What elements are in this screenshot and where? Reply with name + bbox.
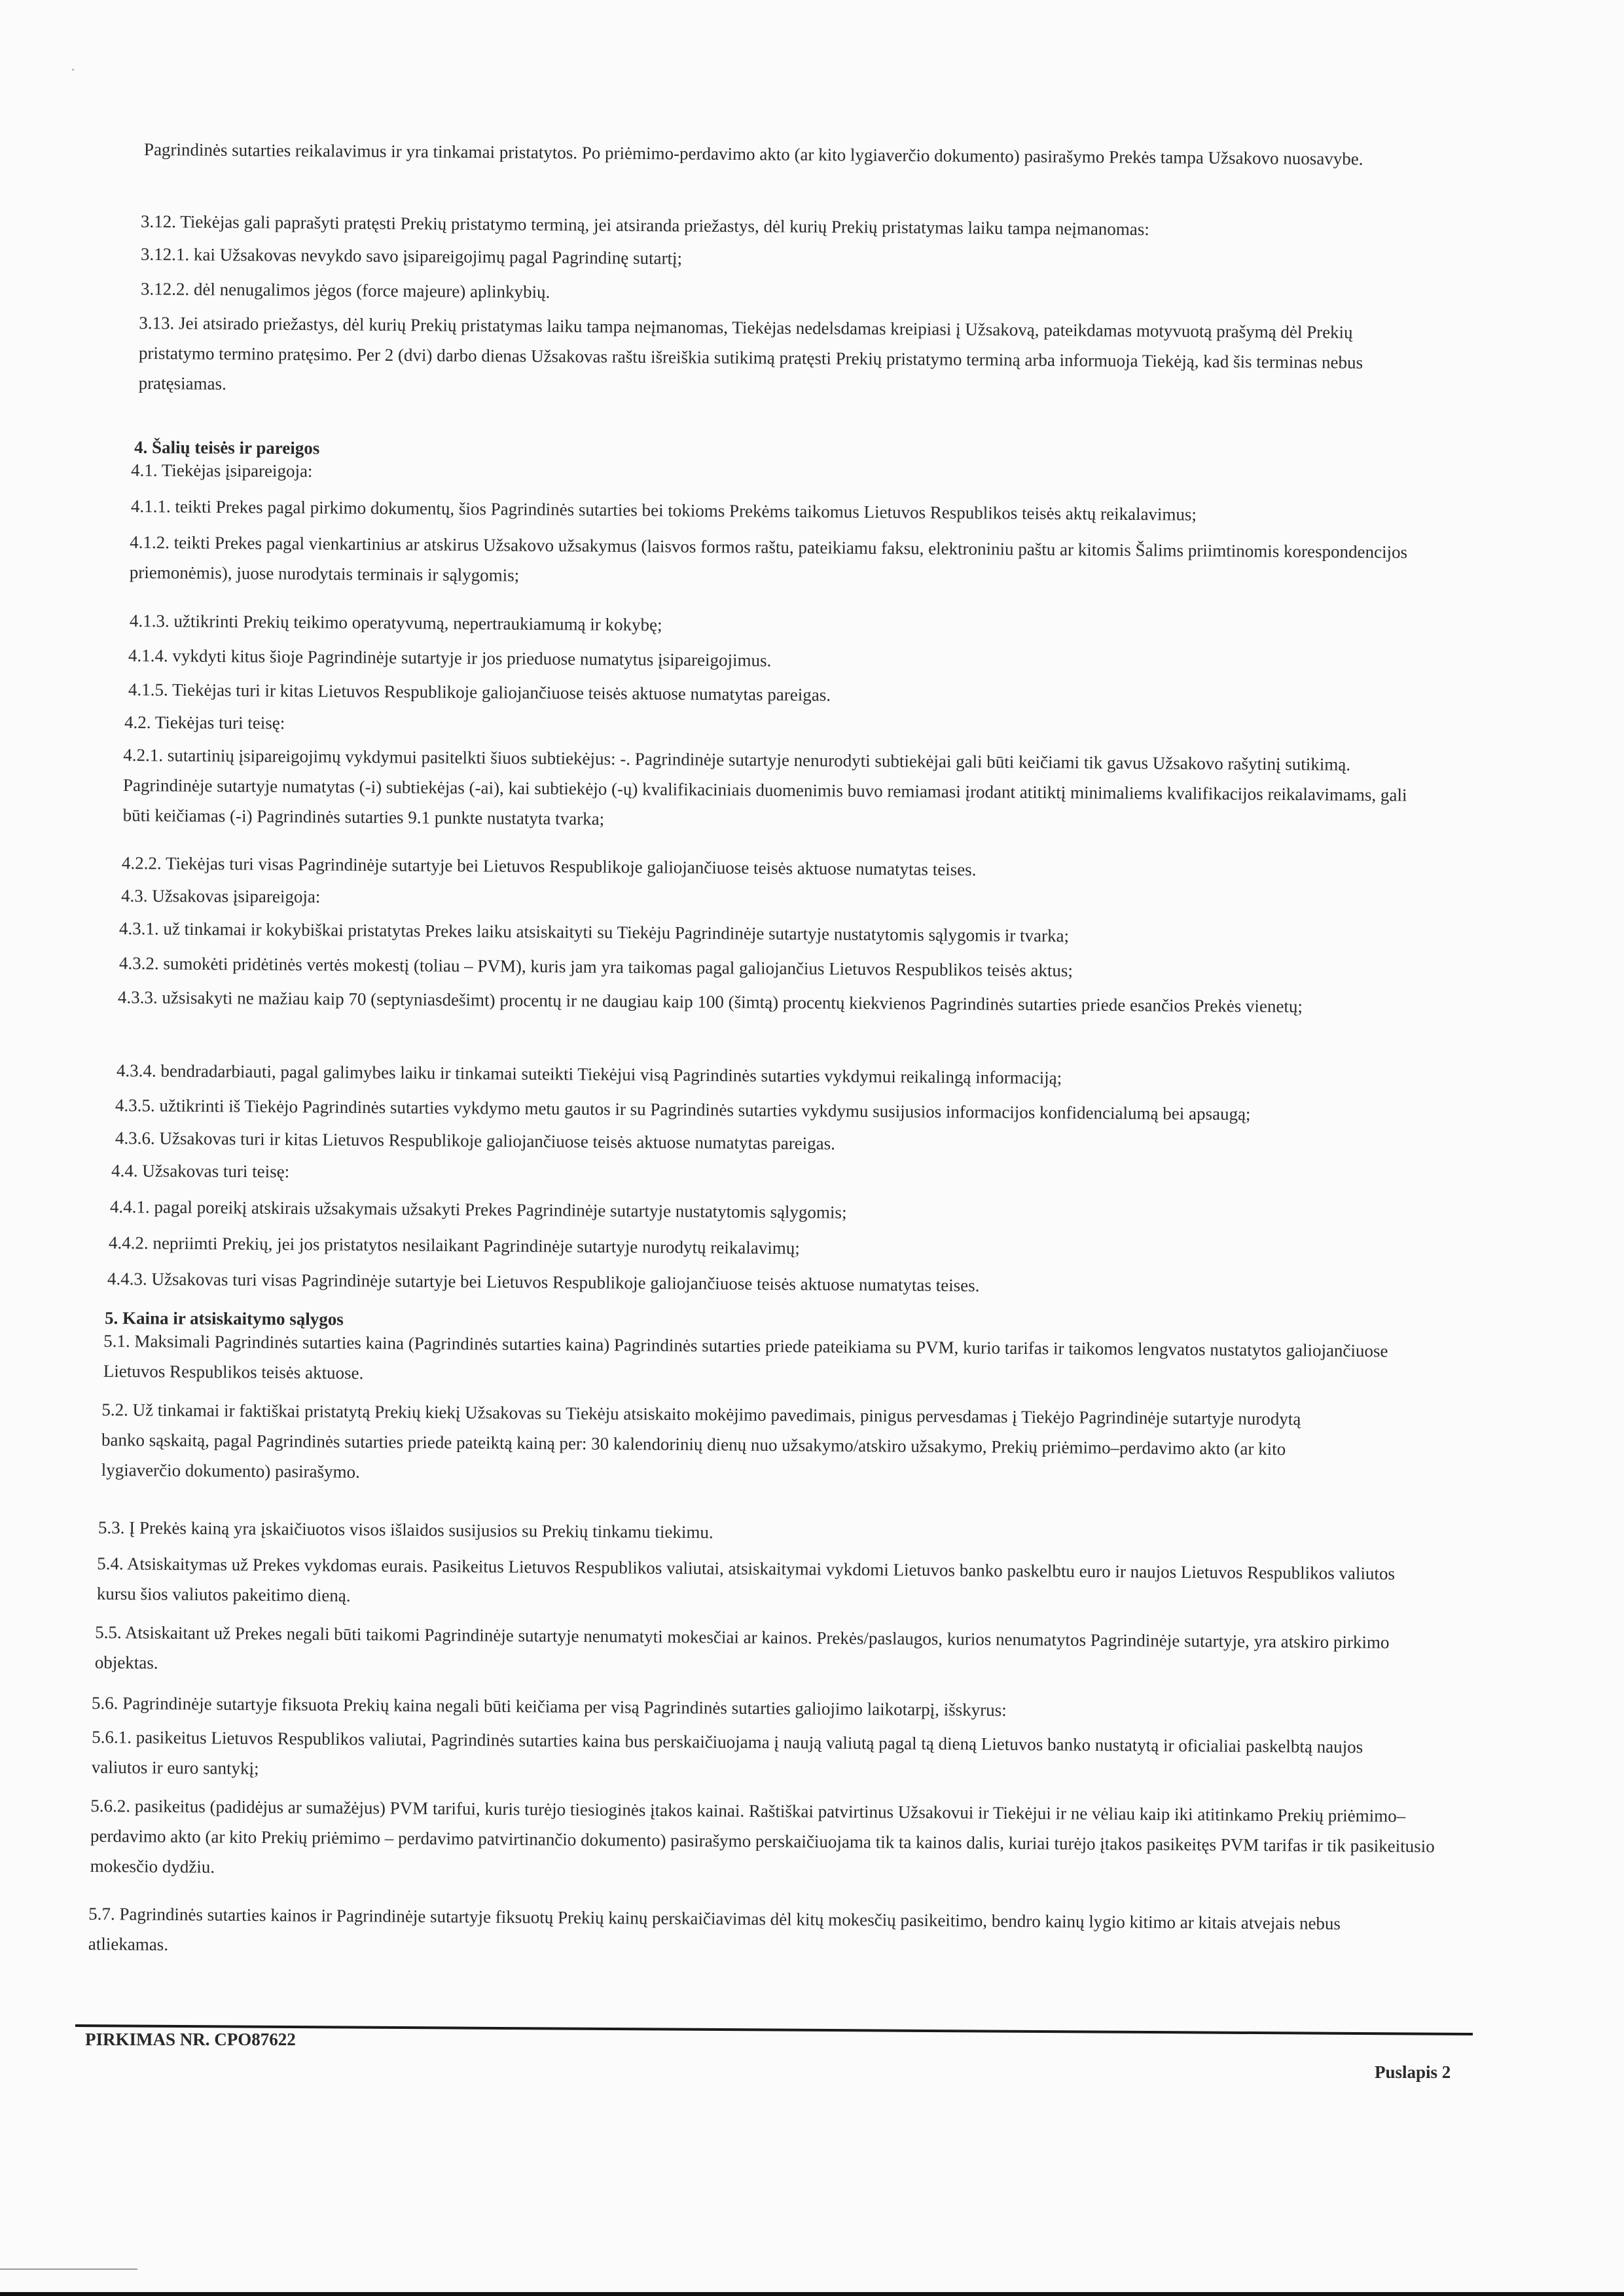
paragraph-5-4: 5.4. Atsiskaitymas už Prekes vykdomas eurais. Pasikeitus Lietuvos Respublikos valiutai, atsiskaitymai vykdomi Lietuvos banko paskelbtu euro ir naujos Lietuvos Respublikos valiutos kursu šios valiutos pakeitimo dieną. [96, 1554, 1396, 1606]
paragraph-4-1-3: 4.1.3. užtikrinti Prekių teikimo operatyvumą, nepertraukiamumą ir kokybę; [129, 611, 662, 635]
paragraph-4-1: 4.1. Tiekėjas įsipareigoja: [130, 460, 313, 481]
heading-section-5: 5. Kaina ir atsiskaitymo sąlygos [104, 1308, 344, 1329]
paragraph-5-5: 5.5. Atsiskaitant už Prekes negali būti taikomi Pagrindinėje sutartyje nenumatyti mokesčiai ar kainos. Prekės/paslaugos, kurios nenumatytos Pagrindinėje sutartyje, yra atskiro pirkimo objektas. [94, 1622, 1390, 1673]
paragraph-4-1-5: 4.1.5. Tiekėjas turi ir kitas Lietuvos Respublikoje galiojančiuose teisės aktuose numatytas pareigas. [128, 680, 831, 705]
paragraph-4-2-1: 4.2.1. sutartinių įsipareigojimų vykdymui pasitelkti šiuos subtiekėjus: -. Pagrindinėje sutartyje nenurodyti subtiekėjai gali būti keičiami tik gavus Užsakovo rašytinį sutikimą. Pagrindinėje sutartyje numatytas (-i) subtiekėjas (-ai), kai subtiekėjo (-ų) kvalifikaciniais duomenimis buvo remiamasi įrodant atitiktį minimaliems kvalifikacijos reikalavimams, gali būti keičiamas (-i) Pagrindinės sutarties 9.1 punkte nustatyta tvarka; [122, 745, 1407, 829]
paragraph-5-6-2: 5.6.2. pasikeitus (padidėjus ar sumažėjus) PVM tarifui, kuris turėjo tiesioginės įtakos kainai. Raštiškai patvirtinus Užsakovui ir Tiekėjui ir ne vėliau kaip iki atitinkamo Prekių priėmimo–perdavimo akto (ar kito Prekių priėmimo – perdavimo patvirtinančio dokumento) pasirašymo perskaičiuojama tik ta kainos dalis, kuriai turėjo įtakos pasikeitęs PVM tarifas ir tik pasikeitusio mokesčio dydžiu. [90, 1796, 1435, 1877]
paragraph-4-3-4: 4.3.4. bendradarbiauti, pagal galimybes laiku ir tinkamai suteikti Tiekėjui visą Pagrindinės sutarties vykdymui reikalingą informaciją; [116, 1061, 1062, 1088]
paragraph-5-6: 5.6. Pagrindinėje sutartyje fiksuota Prekių kaina negali būti keičiama per visą Pagrindinės sutarties galiojimo laikotarpį, išskyrus: [91, 1693, 1007, 1720]
paragraph-3-13: 3.13. Jei atsirado priežastys, dėl kurių Prekių pristatymas laiku tampa neįmanomas, Tiekėjas nedelsdamas kreipiasi į Užsakovą, pateikdamas motyvuotą prašymą dėl Prekių pristatymo termino pratęsimo. Per 2 (dvi) darbo dienas Užsakovas raštu išreiškia sutikimą pratęsti Prekių pristatymo terminą arba informuoja Tiekėją, kad šis terminas nebus pratęsiamas. [138, 313, 1363, 394]
paragraph-4-1-4: 4.1.4. vykdyti kitus šioje Pagrindinėje sutartyje ir jos prieduose numatytus įsipareigojimus. [128, 646, 772, 670]
paragraph-4-1-1: 4.1.1. teikti Prekes pagal pirkimo dokumentų, šios Pagrindinės sutarties bei tokioms Prekėms taikomus Lietuvos Respublikos teisės aktų reikalavimus; [130, 496, 1197, 524]
paragraph-5-3: 5.3. Į Prekės kainą yra įskaičiuotos visos išlaidos susijusios su Prekių tinkamu tiekimu. [98, 1518, 713, 1542]
paragraph-4-2: 4.2. Tiekėjas turi teisę: [124, 712, 285, 733]
scan-bottom-border [0, 2292, 1624, 2296]
paragraph-3-12: 3.12. Tiekėjas gali paprašyti pratęsti Prekių pristatymo terminą, jei atsiranda priežastys, dėl kurių Prekių pristatymas laiku tampa neįmanomas: [140, 211, 1149, 240]
paragraph-4-1-2: 4.1.2. teikti Prekes pagal vienkartinius ar atskirus Užsakovo užsakymus (laisvos formos raštu, pateikiamu faksu, elektroniniu paštu ar kitomis Šalims priimtinomis korespondencijos priemonėmis), juose nurodytais terminais ir sąlygomis; [129, 532, 1408, 585]
paragraph-5-2: 5.2. Už tinkamai ir faktiškai pristatytą Prekių kiekį Užsakovas su Tiekėju atsiskaito mokėjimo pavedimais, pinigus pervesdamas į Tiekėjo Pagrindinėje sutartyje nurodytą banko sąskaitą, pagal Pagrindinės sutarties priede pateiktą kainą per: 30 kalendorinių dienų nuo užsakymo/atskiro užsakymo, Prekių priėmimo–perdavimo akto (ar kito lygiaverčio dokumento) pasirašymo. [101, 1400, 1301, 1482]
paragraph-4-3-6: 4.3.6. Užsakovas turi ir kitas Lietuvos Respublikoje galiojančiuose teisės aktuose numatytas pareigas. [115, 1128, 836, 1154]
paragraph-intro: Pagrindinės sutarties reikalavimus ir yra tinkamai pristatytos. Po priėmimo-perdavimo akto (ar kito lygiaverčio dokumento) pasirašymo Prekės tampa Užsakovo nuosavybe. [143, 139, 1363, 169]
paragraph-4-3-3: 4.3.3. užsisakyti ne mažiau kaip 70 (septyniasdešimt) procentų ir ne daugiau kaip 100 (šimtą) procentų kiekvienos Pagrindinės sutarties priede esančios Prekės vienetų; [117, 987, 1303, 1017]
paragraph-4-4-2: 4.4.2. nepriimti Prekių, jei jos pristatytos nesilaikant Pagrindinėje sutartyje nurodytų reikalavimų; [108, 1233, 800, 1258]
page-number: Puslapis 2 [1375, 2062, 1451, 2082]
scan-edge-line [0, 2269, 137, 2270]
paragraph-5-6-1: 5.6.1. pasikeitus Lietuvos Respublikos valiutai, Pagrindinės sutarties kaina bus perskaičiuojama į naują valiutą pagal tą dieną Lietuvos banko nustatytą ir oficialiai paskelbtą naujos valiutos ir euro santykį; [91, 1727, 1363, 1779]
paragraph-3-12-2: 3.12.2. dėl nenugalimos jėgos (force majeure) aplinkybių. [140, 279, 550, 302]
paragraph-4-3-2: 4.3.2. sumokėti pridėtinės vertės mokestį (toliau – PVM), kuris jam yra taikomas pagal galiojančius Lietuvos Respublikos teisės aktus; [118, 953, 1074, 981]
paragraph-4-4-3: 4.4.3. Užsakovas turi visas Pagrindinėje sutartyje bei Lietuvos Respublikoje galiojančiuose teisės aktuose numatytas teises. [107, 1269, 980, 1296]
scan-speck [72, 69, 74, 71]
procurement-number: PIRKIMAS NR. CPO87622 [85, 2030, 296, 2049]
paragraph-4-4: 4.4. Užsakovas turi teisę: [111, 1161, 290, 1182]
paragraph-5-1: 5.1. Maksimali Pagrindinės sutarties kaina (Pagrindinės sutarties kaina) Pagrindinės sutarties priede pateikiama su PVM, kurio tarifas ir taikomos lengvatos nustatytos galiojančiuose Lietuvos Respublikos teisės aktuose. [103, 1331, 1388, 1383]
paragraph-4-3: 4.3. Užsakovas įsipareigoja: [120, 886, 321, 907]
paragraph-4-3-1: 4.3.1. už tinkamai ir kokybiškai pristatytas Prekes laiku atsiskaityti su Tiekėju Pagrindinėje sutartyje nustatytomis sąlygomis ir tvarka; [118, 919, 1070, 946]
paragraph-4-2-2: 4.2.2. Tiekėjas turi visas Pagrindinėje sutartyje bei Lietuvos Respublikoje galiojančiuose teisės aktuose numatytas teises. [121, 853, 977, 880]
paragraph-4-4-1: 4.4.1. pagal poreikį atskirais užsakymais užsakyti Prekes Pagrindinėje sutartyje nustatytomis sąlygomis; [109, 1197, 847, 1222]
heading-section-4: 4. Šalių teisės ir pareigos [134, 437, 320, 458]
paragraph-4-3-5: 4.3.5. užtikrinti iš Tiekėjo Pagrindinės sutarties vykdymo metu gautos ir su Pagrindinės sutarties vykdymu susijusios informacijos konfidencialumą bei apsaugą; [115, 1095, 1251, 1124]
paragraph-5-7: 5.7. Pagrindinės sutarties kainos ir Pagrindinėje sutartyje fiksuotų Prekių kainų perskaičiavimas dėl kitų mokesčių pasikeitimo, bendro kainų lygio kitimo ar kitais atvejais nebus atliekamas. [88, 1904, 1341, 1954]
paragraph-3-12-1: 3.12.1. kai Užsakovas nevykdo savo įsipareigojimų pagal Pagrindinę sutartį; [140, 244, 683, 268]
